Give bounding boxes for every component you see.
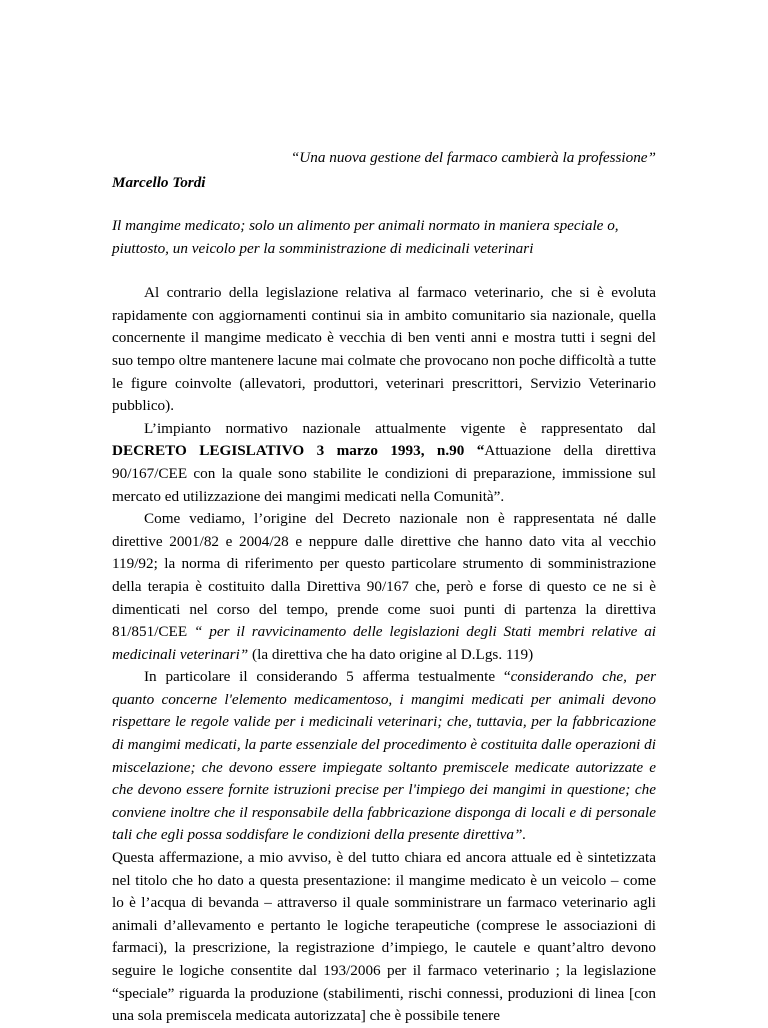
considerando-quote: considerando che, per quanto concerne l'elemento medicamentoso, i mangimi medicati per animali devono rispettare le regole valide per i medicinali veterinari; che, tuttavia, per la fabbricazione di mangimi medicati, la parte essenziale del procedimento è costituita dalle operazioni di miscelazione; che devono essere impiegate soltanto premiscele medicate autorizzate e che devono essere fornite istruzioni precise per l'impiego dei mangimi in questione; che conviene inoltre che il responsabile della fabbricazione disponga di locali e di personale tali che egli possa soddisfare le condizioni della presente direttiva”. bbox=[112, 668, 657, 844]
paragraph-2 bbox=[112, 418, 656, 508]
document-page bbox=[112, 148, 656, 1028]
paragraph-2-text-c: Attuazione della direttiva 90/167/CEE con la quale sono stabilite le condizioni di preparazione, immissione sul mercato ed utilizzazione dei mangimi medicati nella Comunità”. bbox=[112, 442, 656, 505]
paragraph-4 bbox=[112, 666, 656, 847]
paragraph-3 bbox=[112, 508, 656, 666]
paragraph-3-text-a: Come vediamo, l’origine del Decreto nazionale non è rappresentata né dalle direttive 2001/82 e 2004/28 e neppure dalle direttive che hanno dato vita al vecchio 119/92; la norma di riferimento per questo particolare strumento di somministrazione della terapia è costituito dalla Direttiva 90/167 che, però e forse di questo ce ne si è dimenticati nel corso del tempo, prende come suoi punti di partenza la direttiva 81/851/CEE bbox=[112, 510, 656, 641]
paragraph-5: Questa affermazione, a mio avviso, è del tutto chiara ed ancora attuale ed è sintetizzata nel titolo che ho dato a questa presentazione: il mangime medicato è un veicolo – come lo è l’acqua di bevanda – attraverso il quale somministrare un farmaco veterinario agli animali d’allevamento e pertanto le logiche terapeutiche (comprese le associazioni di farmaci), la prescrizione, la registrazione d’impiego, le cautele e quant’altro devono seguire le logiche consentite dal 193/2006 per il farmaco veterinario ; la legislazione “speciale” riguarda la produzione (stabilimenti, rischi connessi, produzioni di linea [con una sola premiscela medicata autorizzata] che è possibile tenere bbox=[112, 849, 656, 1025]
paragraph-4-text-a: In particolare il considerando 5 afferma testualmente “ bbox=[144, 668, 511, 686]
author-name: Marcello Tordi bbox=[112, 174, 206, 191]
paragraph-1: Al contrario della legislazione relativa al farmaco veterinario, che si è evoluta rapidamente con aggiornamenti continui sia in ambito comunitario sia nazionale, quella concernente il mangime medicato è vecchia di ben venti anni e mostra tutti i segni del suo tempo oltre mantenere lacune mai colmate che provocano non poche difficoltà a tutte le figure coinvolte (allevatori, produttori, veterinari prescrittori, Servizio Veterinario pubblico). bbox=[112, 284, 656, 415]
decree-reference: DECRETO LEGISLATIVO 3 marzo 1993, n.90 “ bbox=[112, 442, 485, 460]
directive-title-quote: “ per il ravvicinamento delle legislazioni degli Stati membri relative ai medicinali veterinari” bbox=[112, 623, 657, 663]
paragraph-3-text-c: (la direttiva che ha dato origine al D.Lgs. 119) bbox=[248, 645, 534, 663]
epigraph: “Una nuova gestione del farmaco cambierà la professione” bbox=[290, 149, 656, 166]
paragraph-2-text-a: L’impianto normativo nazionale attualmente vigente è rappresentato dal bbox=[144, 419, 656, 437]
article-subtitle: Il mangime medicato; solo un alimento per animali normato in maniera speciale o, piuttosto, un veicolo per la somministrazione di medicinali veterinari bbox=[112, 217, 619, 257]
